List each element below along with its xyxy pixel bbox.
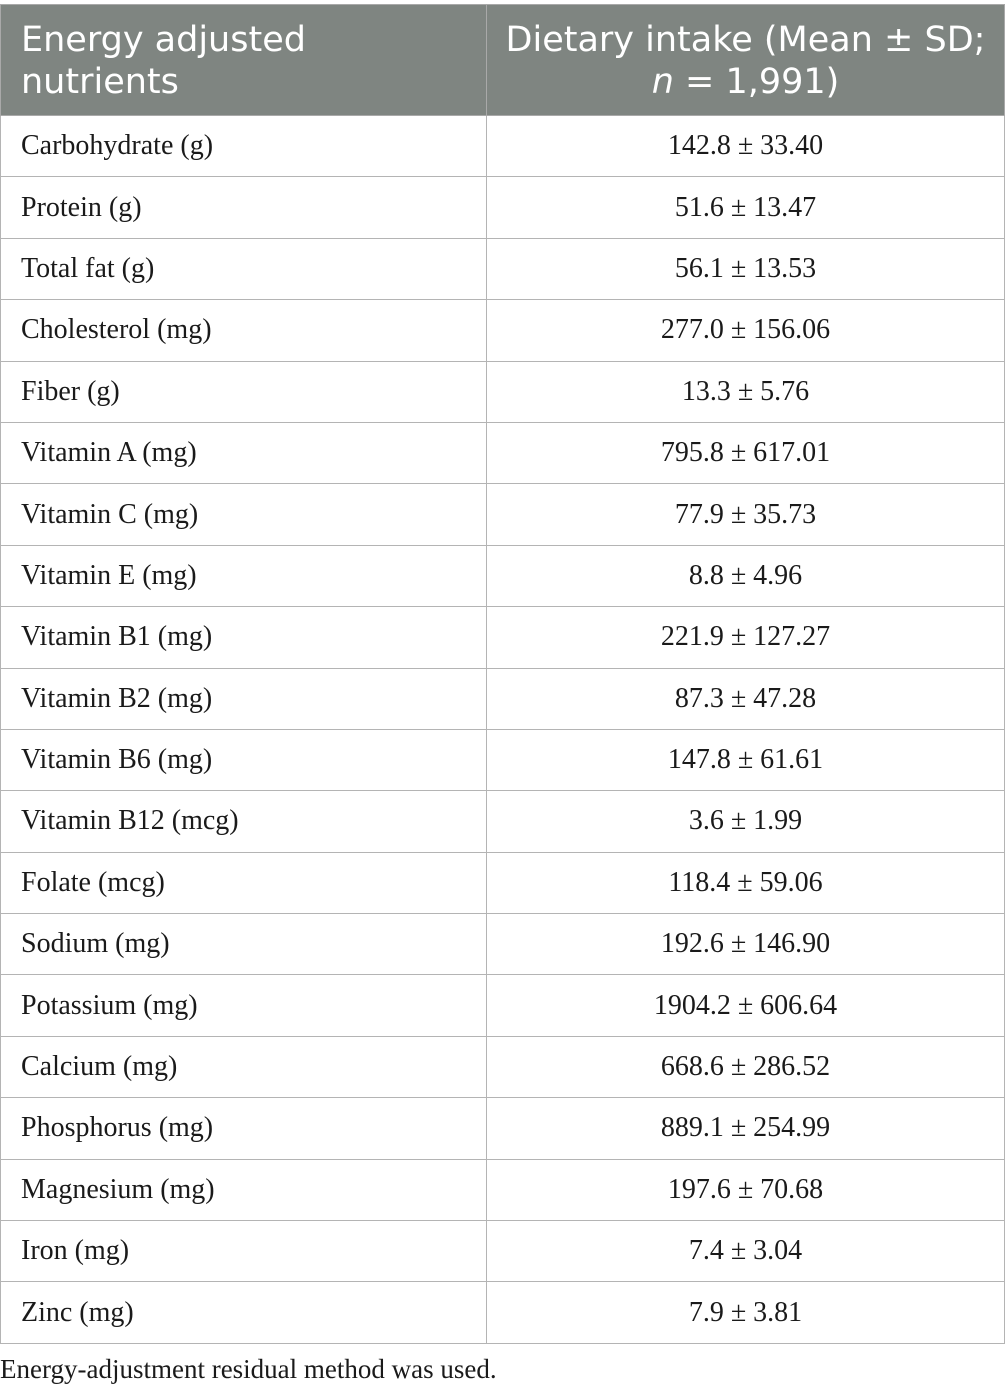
- table-row: [1, 116, 1005, 177]
- intake-value: 147.8 ± 61.61: [487, 729, 1005, 790]
- table-row: [1, 1221, 1005, 1282]
- table-row: [1, 300, 1005, 361]
- table-row: [1, 1282, 1005, 1343]
- table-header: [1, 5, 1005, 116]
- table-row: [1, 791, 1005, 852]
- table-row: [1, 422, 1005, 483]
- intake-value: 7.4 ± 3.04: [487, 1221, 1005, 1282]
- intake-value: 118.4 ± 59.06: [487, 852, 1005, 913]
- intake-value: 192.6 ± 146.90: [487, 914, 1005, 975]
- table-row: [1, 238, 1005, 299]
- intake-value: 889.1 ± 254.99: [487, 1098, 1005, 1159]
- nutrient-name: Magnesium (mg): [1, 1159, 487, 1220]
- intake-value: 8.8 ± 4.96: [487, 545, 1005, 606]
- table-row: [1, 607, 1005, 668]
- table-row: [1, 1159, 1005, 1220]
- intake-value: 142.8 ± 33.40: [487, 116, 1005, 177]
- nutrient-name: Vitamin B1 (mg): [1, 607, 487, 668]
- header-intake-prefix: Dietary intake (Mean ± SD;: [505, 20, 986, 60]
- nutrient-name: Sodium (mg): [1, 914, 487, 975]
- nutrient-name: Cholesterol (mg): [1, 300, 487, 361]
- intake-value: 51.6 ± 13.47: [487, 177, 1005, 238]
- intake-value: 7.9 ± 3.81: [487, 1282, 1005, 1343]
- nutrient-name: Potassium (mg): [1, 975, 487, 1036]
- table-row: [1, 177, 1005, 238]
- nutrient-intake-table: [0, 4, 1005, 1344]
- nutrient-name: Zinc (mg): [1, 1282, 487, 1343]
- table-body: [1, 116, 1005, 1344]
- nutrient-name: Carbohydrate (g): [1, 116, 487, 177]
- header-nutrients: Energy adjusted nutrients: [1, 5, 487, 116]
- table-row: [1, 975, 1005, 1036]
- table-row: [1, 1036, 1005, 1097]
- header-n-value: = 1,991): [673, 62, 840, 102]
- nutrient-name: Iron (mg): [1, 1221, 487, 1282]
- table-row: [1, 545, 1005, 606]
- header-dietary-intake: [487, 5, 1005, 116]
- nutrient-name: Vitamin C (mg): [1, 484, 487, 545]
- intake-value: 56.1 ± 13.53: [487, 238, 1005, 299]
- nutrient-name: Total fat (g): [1, 238, 487, 299]
- nutrient-name: Calcium (mg): [1, 1036, 487, 1097]
- intake-value: 221.9 ± 127.27: [487, 607, 1005, 668]
- nutrient-name: Phosphorus (mg): [1, 1098, 487, 1159]
- table-row: [1, 914, 1005, 975]
- header-n-symbol: n: [651, 62, 674, 102]
- intake-value: 13.3 ± 5.76: [487, 361, 1005, 422]
- table-row: [1, 484, 1005, 545]
- intake-value: 795.8 ± 617.01: [487, 422, 1005, 483]
- nutrient-name: Vitamin B2 (mg): [1, 668, 487, 729]
- intake-value: 197.6 ± 70.68: [487, 1159, 1005, 1220]
- table-row: [1, 361, 1005, 422]
- nutrient-name: Folate (mcg): [1, 852, 487, 913]
- nutrient-name: Fiber (g): [1, 361, 487, 422]
- nutrient-name: Vitamin B12 (mcg): [1, 791, 487, 852]
- table-row: [1, 852, 1005, 913]
- nutrient-name: Vitamin B6 (mg): [1, 729, 487, 790]
- intake-value: 668.6 ± 286.52: [487, 1036, 1005, 1097]
- table-row: [1, 668, 1005, 729]
- intake-value: 87.3 ± 47.28: [487, 668, 1005, 729]
- table-footnote: Energy-adjustment residual method was used.: [0, 1354, 497, 1384]
- intake-value: 277.0 ± 156.06: [487, 300, 1005, 361]
- intake-value: 3.6 ± 1.99: [487, 791, 1005, 852]
- intake-value: 77.9 ± 35.73: [487, 484, 1005, 545]
- table-row: [1, 1098, 1005, 1159]
- header-row: [1, 5, 1005, 116]
- intake-value: 1904.2 ± 606.64: [487, 975, 1005, 1036]
- table-row: [1, 729, 1005, 790]
- nutrient-name: Vitamin E (mg): [1, 545, 487, 606]
- nutrient-name: Protein (g): [1, 177, 487, 238]
- nutrient-name: Vitamin A (mg): [1, 422, 487, 483]
